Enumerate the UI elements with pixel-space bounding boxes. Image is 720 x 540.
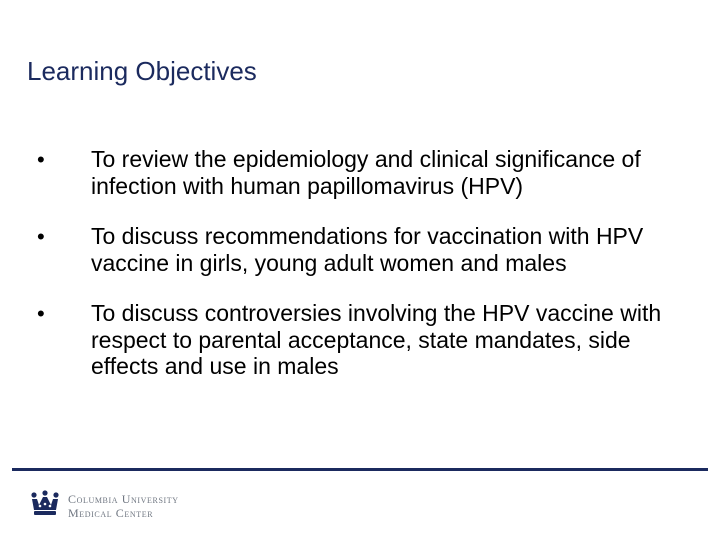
logo-text-medical-center: Medical Center: [68, 506, 154, 520]
objective-item: [0, 146, 720, 199]
logo-text-university: Columbia University: [68, 492, 179, 506]
objective-item: [0, 300, 720, 380]
objective-item: [0, 223, 720, 276]
bullet-icon: •: [37, 147, 45, 172]
objective-text: To discuss controversies involving the HPV vaccine with respect to parental acceptance, state mandates, side effects and use in males: [91, 300, 662, 379]
slide-title: Learning Objectives: [27, 56, 257, 86]
objective-text: To discuss recommendations for vaccination with HPV vaccine in girls, young adult women and males: [91, 223, 644, 276]
columbia-logo: [30, 490, 190, 524]
bullet-icon: •: [37, 301, 45, 326]
bullet-icon: •: [37, 224, 45, 249]
objectives-list: [0, 146, 720, 404]
objective-text: To review the epidemiology and clinical significance of infection with human papillomavirus (HPV): [91, 146, 641, 199]
crown-icon: [30, 490, 60, 518]
footer-divider: [12, 468, 708, 471]
